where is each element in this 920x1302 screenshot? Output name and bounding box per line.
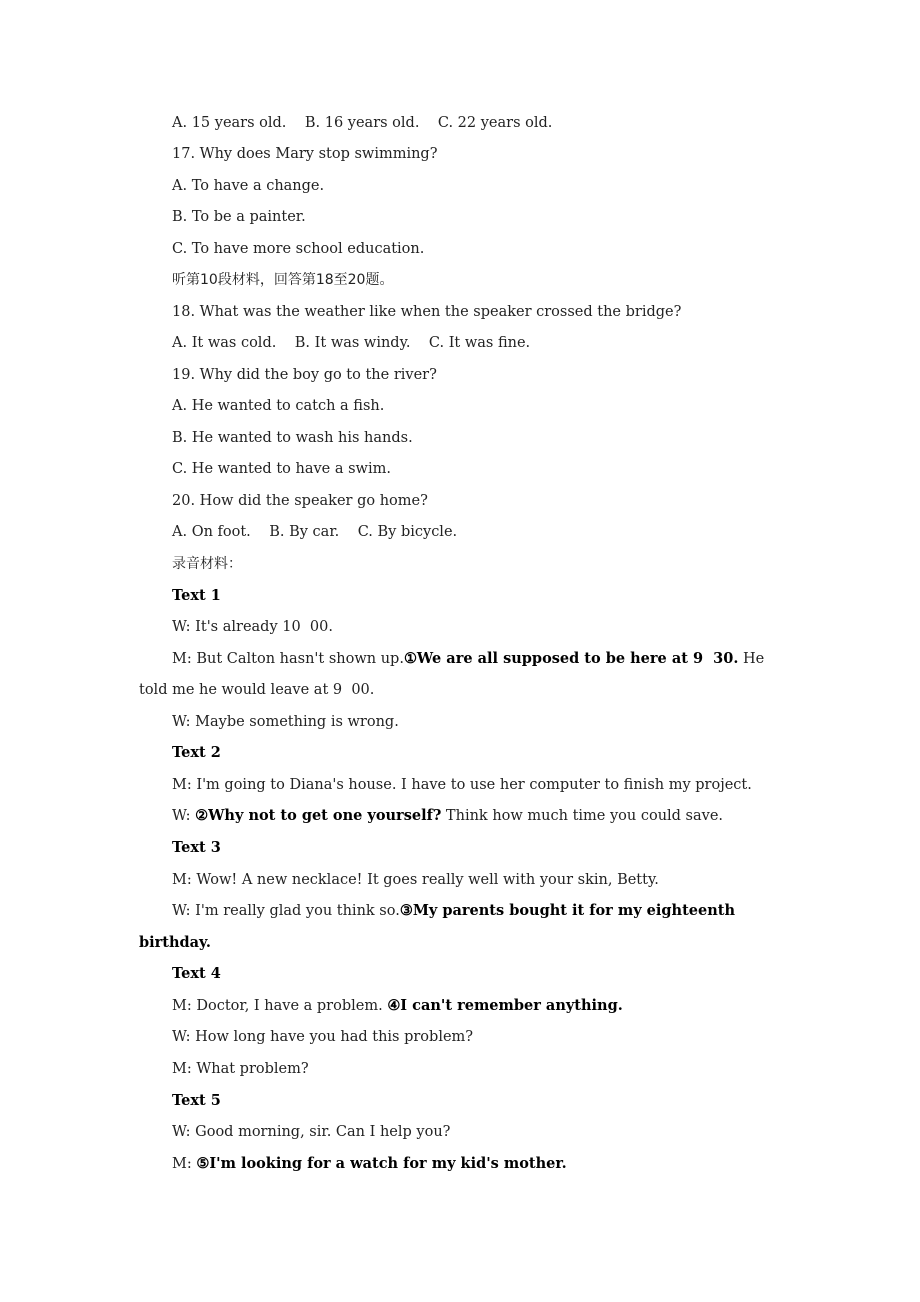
q18-question: 18. What was the weather like when the speaker crossed the bridge? [172, 304, 682, 320]
q17-option-a: A. To have a change. [172, 178, 325, 194]
text2-line2-start: W: [172, 808, 196, 824]
text1-line2-end: He [738, 651, 765, 667]
text1-heading: Text 1 [172, 587, 221, 604]
text4-line2: W: How long have you had this problem? [172, 1029, 474, 1045]
text5-line2 [172, 1154, 567, 1174]
text3-key-sentence: ③My parents bought it for my eighteenth [399, 902, 736, 919]
text5-heading: Text 5 [172, 1092, 221, 1109]
q19-question: 19. Why did the boy go to the river? [172, 367, 437, 383]
text3-line3: birthday. [139, 934, 211, 951]
text1-line2 [172, 649, 764, 669]
text1-line4: W: Maybe something is wrong. [172, 714, 399, 730]
text3-line2 [172, 901, 735, 921]
text2-key-sentence: ②Why not to get one yourself? [195, 807, 442, 824]
q17-option-c: C. To have more school education. [172, 241, 425, 257]
text4-heading: Text 4 [172, 965, 221, 982]
text2-line1: M: I'm going to Diana's house. I have to use her computer to finish my project. [172, 777, 752, 793]
text2-heading: Text 2 [172, 744, 221, 761]
text1-key-sentence: ①We are all supposed to be here at 9 30. [403, 650, 739, 667]
transcript-heading: 录音材料： [172, 556, 242, 572]
text4-line3: M: What problem? [172, 1061, 309, 1077]
q20-options: A. On foot. B. By car. C. By bicycle. [172, 524, 458, 540]
text4-line1 [172, 996, 623, 1016]
text1-line3: told me he would leave at 9 00. [139, 682, 375, 698]
q17-option-b: B. To be a painter. [172, 209, 306, 225]
text5-key-sentence: ⑤I'm looking for a watch for my kid's mother. [196, 1155, 567, 1172]
text3-line1: M: Wow! A new necklace! It goes really well with your skin, Betty. [172, 872, 659, 888]
text1-line2-start: M: But Calton hasn't shown up. [172, 651, 404, 667]
text3-line2-start: W: I'm really glad you think so. [172, 903, 400, 919]
q18-options: A. It was cold. B. It was windy. C. It was fine. [172, 335, 531, 351]
q20-question: 20. How did the speaker go home? [172, 493, 428, 509]
text5-line2-start: M: [172, 1156, 197, 1172]
q19-option-c: C. He wanted to have a swim. [172, 461, 391, 477]
text4-key-sentence: ④I can't remember anything. [387, 997, 623, 1014]
text4-line1-start: M: Doctor, I have a problem. [172, 998, 388, 1014]
q17-question: 17. Why does Mary stop swimming? [172, 146, 438, 162]
q19-option-b: B. He wanted to wash his hands. [172, 430, 413, 446]
text1-line1: W: It's already 10 00. [172, 619, 333, 635]
text2-line2-end: Think how much time you could save. [441, 808, 724, 824]
q19-option-a: A. He wanted to catch a fish. [172, 398, 385, 414]
text2-line2 [172, 806, 723, 826]
text3-heading: Text 3 [172, 839, 221, 856]
section-10-instruction: 听第10段材料，回答第18至20题。 [172, 272, 394, 288]
text5-line1: W: Good morning, sir. Can I help you? [172, 1124, 451, 1140]
q16-options: A. 15 years old. B. 16 years old. C. 22 years old. [172, 115, 553, 131]
